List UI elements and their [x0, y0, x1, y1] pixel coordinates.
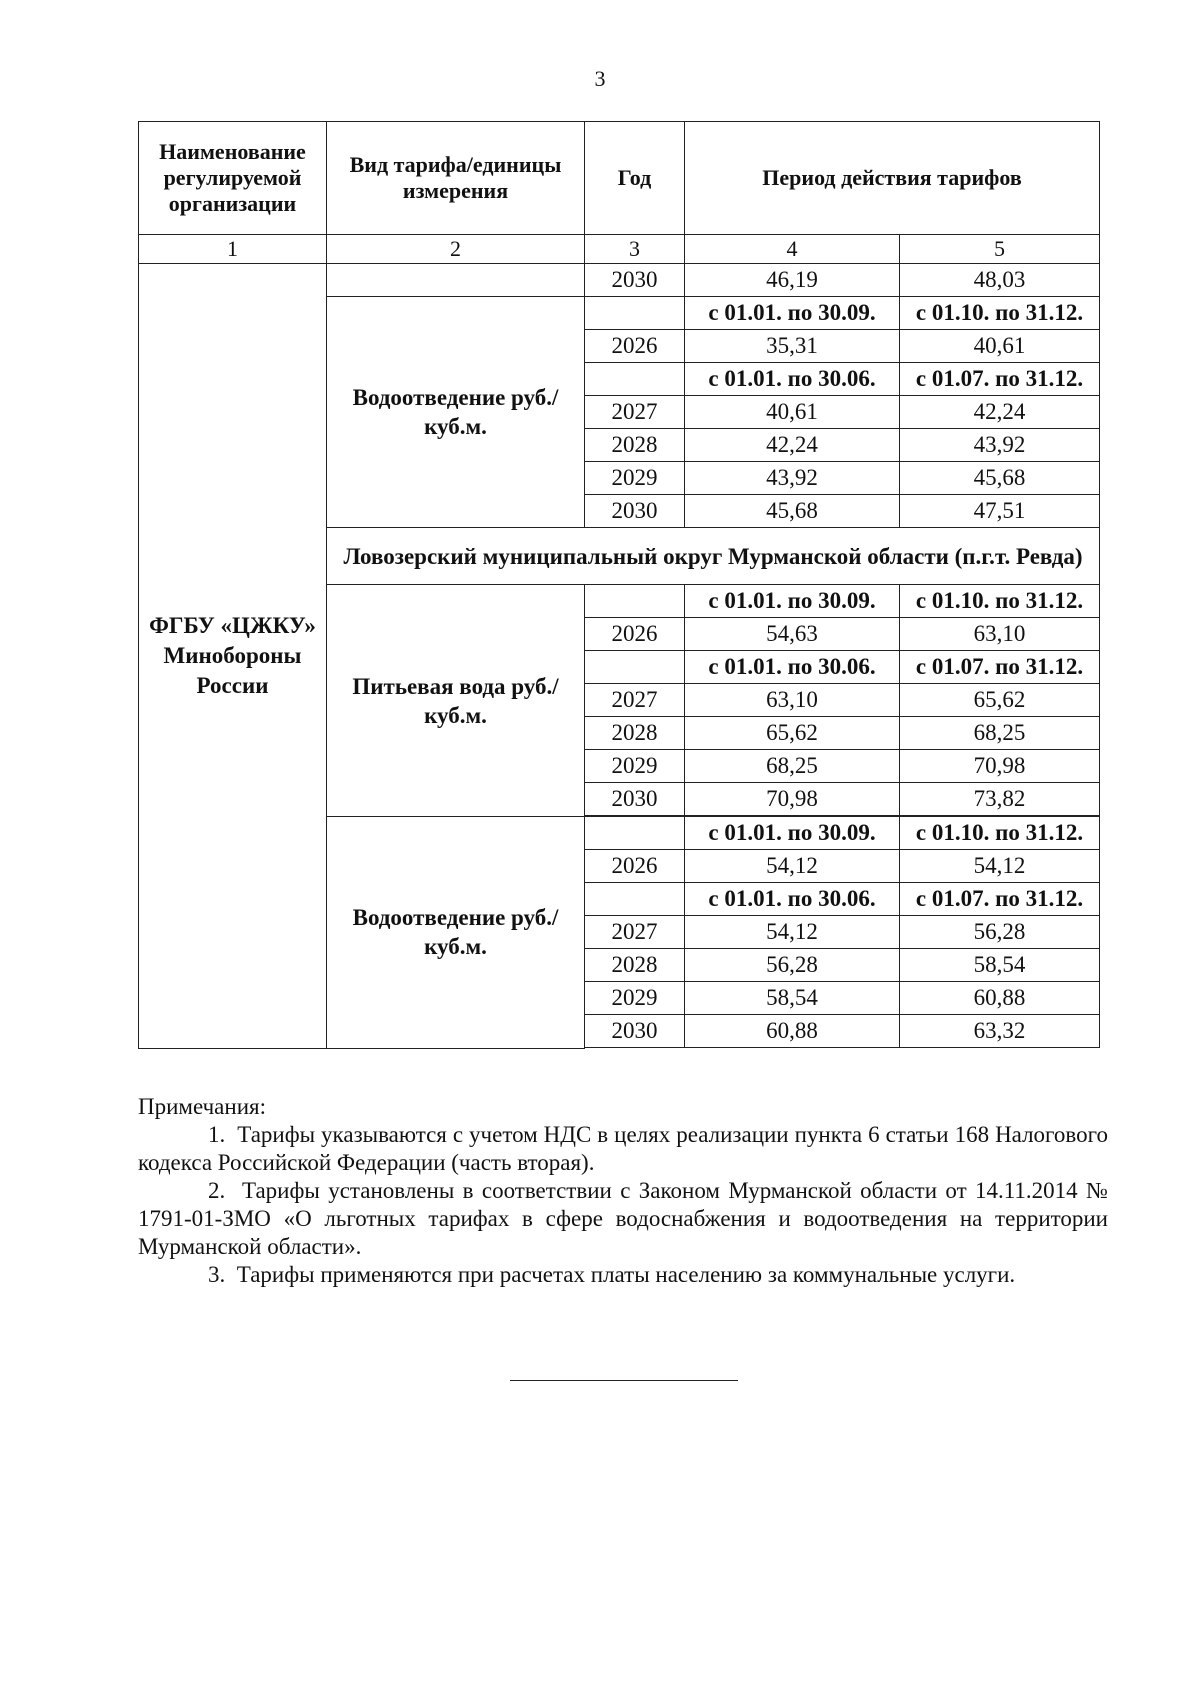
notes: [138, 1093, 1108, 1289]
year-cell: 2028: [585, 717, 685, 750]
tariff-kind: Питьевая вода руб./куб.м.: [327, 585, 585, 817]
year-cell: 2027: [585, 396, 685, 429]
value-cell: 63,10: [900, 618, 1100, 651]
year-cell: 2028: [585, 429, 685, 462]
closing-rule: [510, 1380, 738, 1381]
value-cell: 60,88: [685, 1015, 900, 1048]
year-cell: 2026: [585, 850, 685, 883]
value-cell: 56,28: [685, 949, 900, 982]
value-cell: 48,03: [900, 264, 1100, 297]
period-cell: с 01.10. по 31.12.: [900, 817, 1100, 850]
year-cell: [585, 817, 685, 850]
period-cell: с 01.01. по 30.06.: [685, 651, 900, 684]
value-cell: 47,51: [900, 495, 1100, 528]
year-cell: 2027: [585, 684, 685, 717]
value-cell: 42,24: [900, 396, 1100, 429]
period-cell: с 01.07. по 31.12.: [900, 651, 1100, 684]
period-cell: с 01.01. по 30.09.: [685, 585, 900, 618]
period-cell: с 01.01. по 30.06.: [685, 363, 900, 396]
value-cell: 56,28: [900, 916, 1100, 949]
year-cell: 2026: [585, 330, 685, 363]
year-cell: 2028: [585, 949, 685, 982]
note-item: 2. Тарифы установлены в соответствии с Законом Мурманской области от 14.11.2014 № 1791-01-ЗМО «О льготных тарифах в сфере водоснабжения и водоотведения на территории Мурманской области».: [138, 1178, 1108, 1259]
value-cell: 43,92: [900, 429, 1100, 462]
year-cell: 2026: [585, 618, 685, 651]
year-cell: 2029: [585, 462, 685, 495]
year-cell: 2029: [585, 750, 685, 783]
table-row: [139, 264, 1100, 297]
value-cell: 65,62: [685, 717, 900, 750]
value-cell: 58,54: [900, 949, 1100, 982]
year-cell: 2030: [585, 495, 685, 528]
tariff-kind: Водоотведение руб./куб.м.: [327, 297, 585, 528]
district-name: Ловозерский муниципальный округ Мурманской области (п.г.т. Ревда): [327, 528, 1100, 585]
header-year: Год: [585, 122, 685, 235]
value-cell: 70,98: [685, 783, 900, 816]
tariff-table: [138, 121, 1100, 1049]
value-cell: 54,12: [685, 850, 900, 883]
year-cell: [585, 585, 685, 618]
value-cell: 63,10: [685, 684, 900, 717]
value-cell: 45,68: [685, 495, 900, 528]
year-cell: [585, 651, 685, 684]
header-org: Наименование регулируемой организации: [139, 122, 327, 235]
year-cell: 2030: [585, 264, 685, 297]
value-cell: 35,31: [685, 330, 900, 363]
value-cell: 60,88: [900, 982, 1100, 1015]
notes-title: Примечания:: [138, 1094, 266, 1119]
organization-name: ФГБУ «ЦЖКУ» Минобороны России: [139, 264, 327, 1049]
tariff-kind: Водоотведение руб./куб.м.: [327, 817, 585, 1049]
header-tariff: Вид тарифа/единицы измерения: [327, 122, 585, 235]
table-header-row: [139, 122, 1100, 235]
value-cell: 63,32: [900, 1015, 1100, 1048]
note-item: 3. Тарифы применяются при расчетах платы населению за коммунальные услуги.: [208, 1262, 1016, 1287]
value-cell: 58,54: [685, 982, 900, 1015]
column-number: 2: [327, 235, 585, 264]
column-number: 1: [139, 235, 327, 264]
tariff-kind-empty: [327, 264, 585, 297]
year-cell: 2030: [585, 1015, 685, 1048]
year-cell: 2027: [585, 916, 685, 949]
column-number: 5: [900, 235, 1100, 264]
value-cell: 54,12: [685, 916, 900, 949]
period-cell: с 01.10. по 31.12.: [900, 297, 1100, 330]
value-cell: 65,62: [900, 684, 1100, 717]
header-period: Период действия тарифов: [685, 122, 1100, 235]
year-cell: [585, 883, 685, 916]
year-cell: [585, 363, 685, 396]
value-cell: 46,19: [685, 264, 900, 297]
year-cell: 2029: [585, 982, 685, 1015]
year-cell: [585, 297, 685, 330]
value-cell: 45,68: [900, 462, 1100, 495]
value-cell: 68,25: [900, 717, 1100, 750]
value-cell: 42,24: [685, 429, 900, 462]
value-cell: 43,92: [685, 462, 900, 495]
note-item: 1. Тарифы указываются с учетом НДС в целях реализации пункта 6 статьи 168 Налогового кодекса Российской Федерации (часть вторая).: [138, 1122, 1108, 1175]
period-cell: с 01.01. по 30.06.: [685, 883, 900, 916]
value-cell: 54,12: [900, 850, 1100, 883]
column-numbers-row: [139, 235, 1100, 264]
page-number: 3: [594, 66, 606, 91]
column-number: 3: [585, 235, 685, 264]
value-cell: 73,82: [900, 783, 1100, 816]
value-cell: 40,61: [900, 330, 1100, 363]
value-cell: 68,25: [685, 750, 900, 783]
period-cell: с 01.10. по 31.12.: [900, 585, 1100, 618]
period-cell: с 01.07. по 31.12.: [900, 883, 1100, 916]
period-cell: с 01.01. по 30.09.: [685, 297, 900, 330]
value-cell: 54,63: [685, 618, 900, 651]
period-cell: с 01.07. по 31.12.: [900, 363, 1100, 396]
value-cell: 40,61: [685, 396, 900, 429]
year-cell: 2030: [585, 783, 685, 816]
period-cell: с 01.01. по 30.09.: [685, 817, 900, 850]
column-number: 4: [685, 235, 900, 264]
value-cell: 70,98: [900, 750, 1100, 783]
